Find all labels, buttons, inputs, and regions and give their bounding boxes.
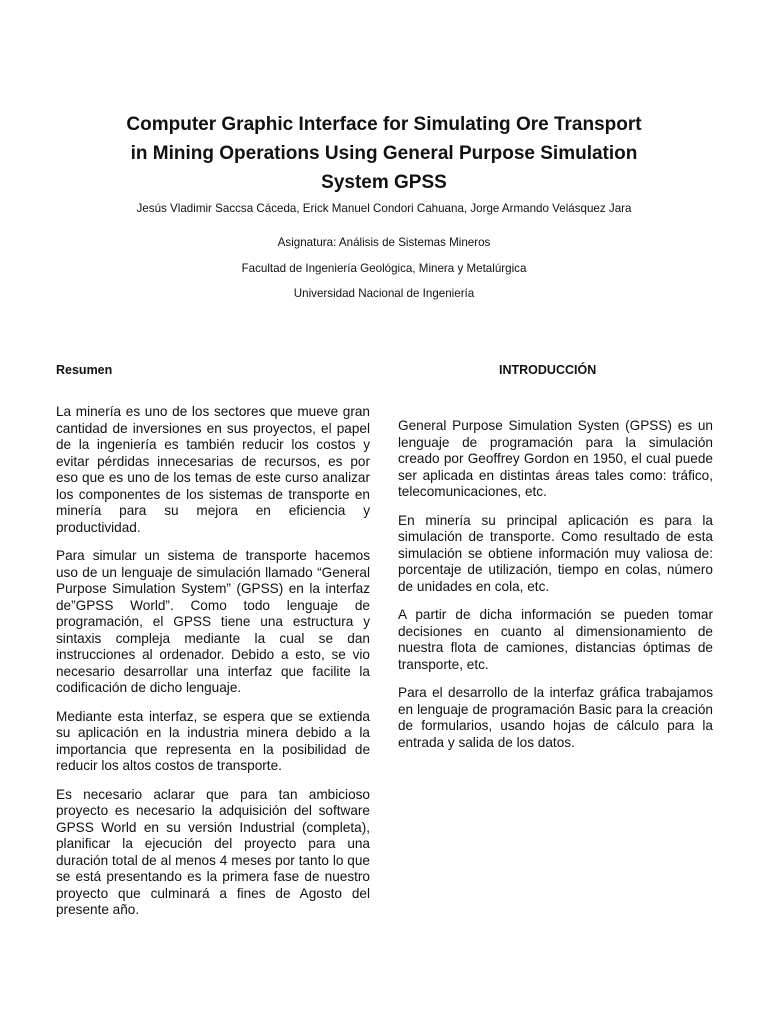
introduction-paragraph: Para el desarrollo de la interfaz gráfica trabajamos en lenguaje de programación Basic para la creación de formularios, usando hojas de cálculo para la entrada y salida de los datos. [398, 685, 713, 750]
course-name: Asignatura: Análisis de Sistemas Mineros [277, 236, 491, 249]
abstract-column [56, 404, 370, 931]
paper-title [80, 110, 688, 197]
abstract-heading: Resumen [56, 363, 113, 377]
introduction-column [398, 418, 713, 763]
author-list: Jesús Vladimir Saccsa Cáceda, Erick Manuel Condori Cahuana, Jorge Armando Velásquez Jara [136, 202, 632, 215]
title-line-1: Computer Graphic Interface for Simulating Ore Transport [126, 114, 642, 135]
title-line-2: in Mining Operations Using General Purpose Simulation [130, 143, 638, 164]
title-line-3: System GPSS [321, 172, 447, 193]
abstract-paragraph: Es necesario aclarar que para tan ambicioso proyecto es necesario la adquisición del software GPSS World en su versión Industrial (completa), planificar la ejecución del proyecto para una duración total de al menos 4 meses por tanto lo que se está presentando es la primera fase de nuestro proyecto que culminará a fines de Agosto del presente año. [56, 786, 370, 917]
introduction-paragraph: En minería su principal aplicación es para la simulación de transporte. Como resultado de esta simulación se obtiene información muy valiosa de: porcentaje de utilización, tiempo en colas, número de unidades en cola, etc. [398, 512, 713, 594]
faculty-name: Facultad de Ingeniería Geológica, Minera y Metalúrgica [241, 262, 527, 275]
university-name: Universidad Nacional de Ingeniería [293, 287, 475, 300]
abstract-paragraph: Mediante esta interfaz, se espera que se extienda su aplicación en la industria minera debido a la importancia que representa en la posibilidad de reducir los altos costos de transporte. [56, 708, 370, 773]
introduction-heading: INTRODUCCIÓN [499, 363, 597, 377]
abstract-paragraph: Para simular un sistema de transporte hacemos uso de un lenguaje de simulación llamado “General Purpose Simulation System” (GPSS) en la interfaz de”GPSS World”. Como todo lenguaje de programación, el GPSS tiene una estructura y sintaxis compleja mediante la cual se dan instrucciones al ordenador. Debido a esto, se vio necesario desarrollar una interfaz que facilite la codificación de dicho lenguaje. [56, 548, 370, 695]
introduction-paragraph: General Purpose Simulation Systen (GPSS) es un lenguaje de programación para la simulación creado por Geoffrey Gordon en 1950, el cual puede ser aplicada en distintas áreas tales como: tráfico, telecomunicaciones, etc. [398, 418, 713, 499]
abstract-paragraph: La minería es uno de los sectores que mueve gran cantidad de inversiones en sus proyectos, el papel de la ingeniería es también reducir los costos y evitar pérdidas innecesarias de recursos, es por eso que es uno de los temas de este curso analizar los componentes de los sistemas de transporte en minería para su mejora en eficiencia y productividad. [56, 404, 370, 535]
introduction-paragraph: A partir de dicha información se pueden tomar decisiones en cuanto al dimensionamiento de nuestra flota de camiones, distancias óptimas de transporte, etc. [398, 607, 713, 672]
